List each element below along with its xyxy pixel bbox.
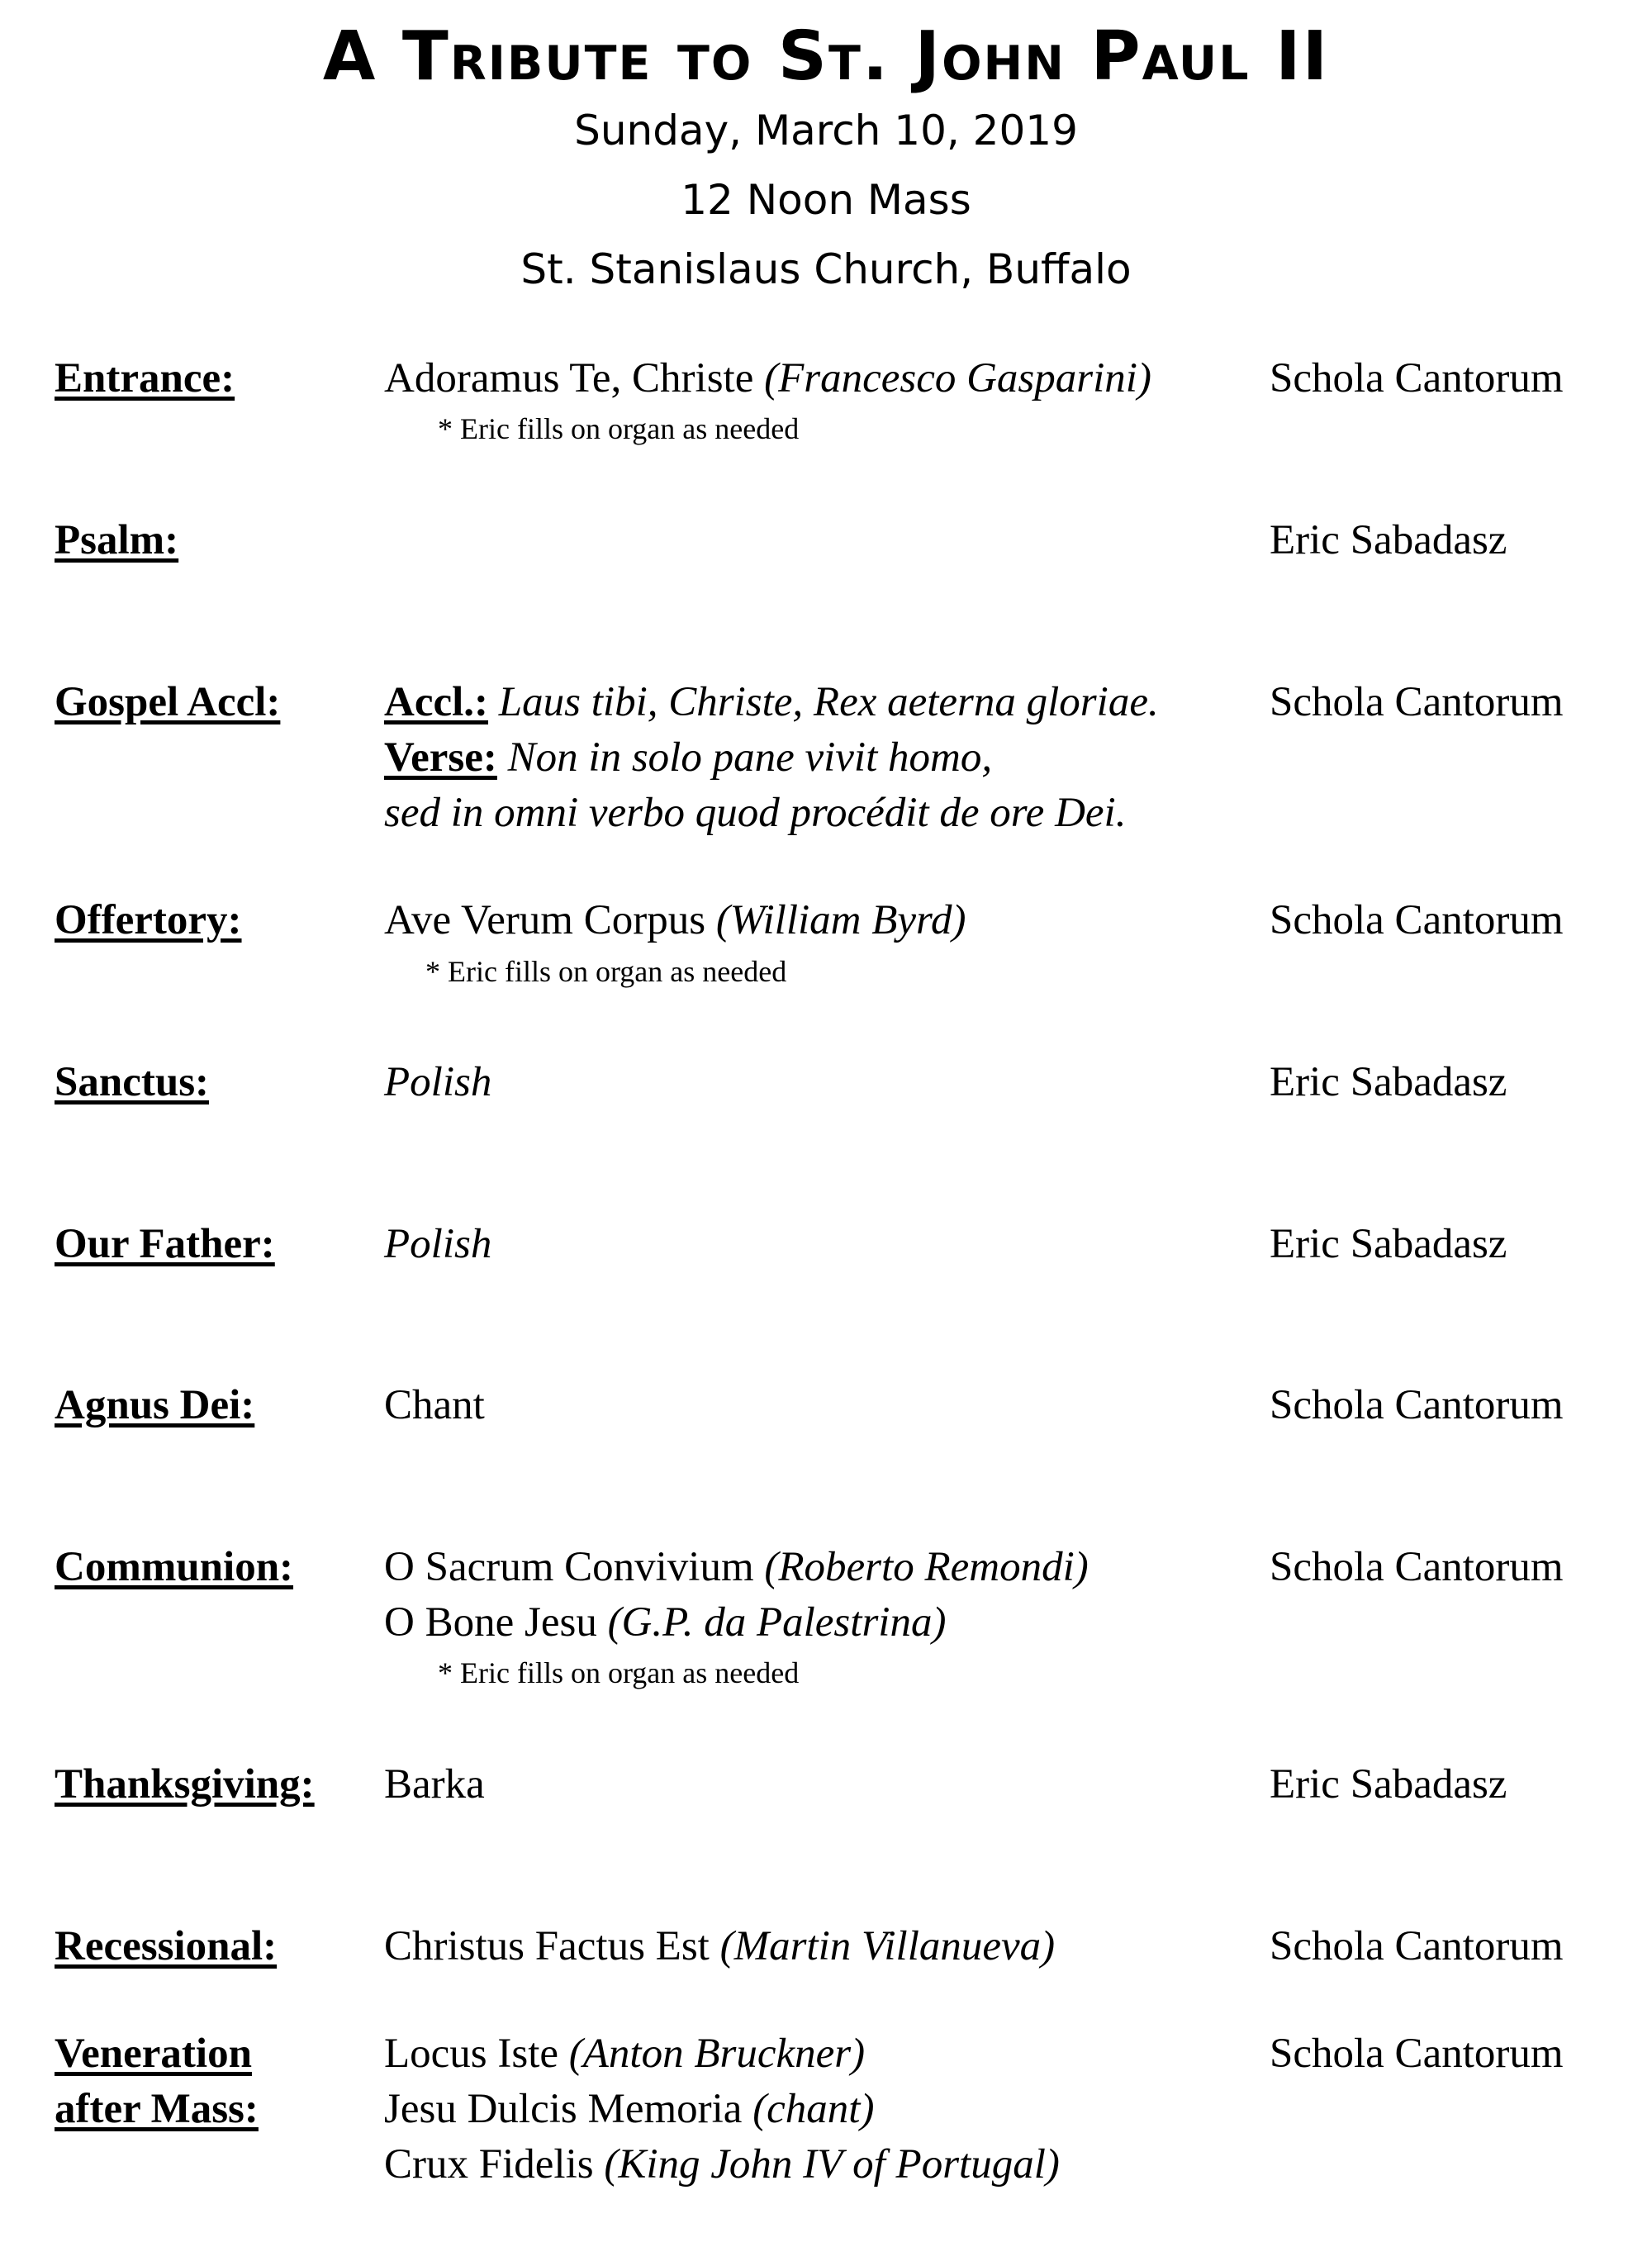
our-father-performer: Eric Sabadasz xyxy=(1270,1221,1507,1267)
thanksgiving-performer: Eric Sabadasz xyxy=(1270,1761,1507,1808)
offertory-label: Offertory: xyxy=(55,897,242,943)
communion-title-2: O Bone Jesu xyxy=(384,1599,597,1646)
recessional-composer: (Martin Villanueva) xyxy=(719,1923,1056,1969)
gospel-accl xyxy=(384,675,1159,730)
entrance-composer: (Francesco Gasparini) xyxy=(764,355,1151,401)
veneration-label-line-1: Veneration xyxy=(55,2031,252,2077)
recessional-label: Recessional: xyxy=(55,1923,278,1969)
sanctus-label: Sanctus: xyxy=(55,1059,210,1105)
gospel-label: Gospel Accl: xyxy=(55,679,281,725)
entrance-piece xyxy=(384,351,1151,406)
veneration-piece-3 xyxy=(384,2137,1060,2192)
veneration-composer-1: (Anton Bruckner) xyxy=(568,2031,866,2077)
accl-label: Accl.: xyxy=(384,679,489,725)
veneration-title-3: Crux Fidelis xyxy=(384,2141,594,2188)
veneration-label-line-2: after Mass: xyxy=(55,2086,259,2132)
agnus-dei-piece: Chant xyxy=(384,1382,485,1428)
recessional-performer: Schola Cantorum xyxy=(1270,1923,1564,1969)
verse-label: Verse: xyxy=(384,734,497,781)
thanksgiving-piece: Barka xyxy=(384,1761,485,1808)
communion-piece-2 xyxy=(384,1595,946,1651)
communion-piece-1 xyxy=(384,1540,1089,1595)
veneration-piece-1 xyxy=(384,2026,865,2082)
entrance-title: Adoramus Te, Christe xyxy=(384,355,754,401)
our-father-piece: Polish xyxy=(384,1221,492,1267)
communion-composer-1: (Roberto Remondi) xyxy=(764,1544,1089,1590)
mass-time: 12 Noon Mass xyxy=(681,176,971,224)
mass-date: Sunday, March 10, 2019 xyxy=(574,107,1078,154)
recessional-title: Christus Factus Est xyxy=(384,1923,710,1969)
gospel-verse xyxy=(384,730,992,786)
offertory-piece xyxy=(384,893,966,948)
veneration-performer: Schola Cantorum xyxy=(1270,2031,1564,2077)
verse-line-2: sed in omni verbo quod procédit de ore Dei. xyxy=(384,790,1127,836)
page-title: A Tribute to St. John Paul II xyxy=(322,17,1330,96)
psalm-label: Psalm: xyxy=(55,517,179,563)
sanctus-performer: Eric Sabadasz xyxy=(1270,1059,1507,1105)
veneration-piece-2 xyxy=(384,2082,874,2137)
communion-performer: Schola Cantorum xyxy=(1270,1544,1564,1590)
agnus-dei-label: Agnus Dei: xyxy=(55,1382,255,1428)
psalm-performer: Eric Sabadasz xyxy=(1270,517,1507,563)
accl-text: Laus tibi, Christe, Rex aeterna gloriae. xyxy=(498,679,1159,725)
offertory-composer: (William Byrd) xyxy=(715,897,966,943)
communion-composer-2: (G.P. da Palestrina) xyxy=(607,1599,947,1646)
gospel-performer: Schola Cantorum xyxy=(1270,679,1564,725)
veneration-composer-2: (chant) xyxy=(752,2086,875,2132)
verse-line-1: Non in solo pane vivit homo, xyxy=(507,734,993,781)
veneration-composer-3: (King John IV of Portugal) xyxy=(604,2141,1060,2188)
communion-label: Communion: xyxy=(55,1544,294,1590)
offertory-title: Ave Verum Corpus xyxy=(384,897,706,943)
recessional-piece xyxy=(384,1919,1055,1974)
veneration-title-2: Jesu Dulcis Memoria xyxy=(384,2086,743,2132)
veneration-title-1: Locus Iste xyxy=(384,2031,559,2077)
communion-organ-note: * Eric fills on organ as needed xyxy=(438,1656,800,1689)
sanctus-piece: Polish xyxy=(384,1059,492,1105)
church-location: St. Stanislaus Church, Buffalo xyxy=(520,245,1132,293)
agnus-dei-performer: Schola Cantorum xyxy=(1270,1382,1564,1428)
offertory-organ-note: * Eric fills on organ as needed xyxy=(425,955,787,988)
entrance-label: Entrance: xyxy=(55,355,235,401)
communion-title-1: O Sacrum Convivium xyxy=(384,1544,754,1590)
entrance-organ-note: * Eric fills on organ as needed xyxy=(438,412,800,445)
entrance-performer: Schola Cantorum xyxy=(1270,355,1564,401)
our-father-label: Our Father: xyxy=(55,1221,275,1267)
offertory-performer: Schola Cantorum xyxy=(1270,897,1564,943)
thanksgiving-label: Thanksgiving: xyxy=(55,1761,315,1808)
